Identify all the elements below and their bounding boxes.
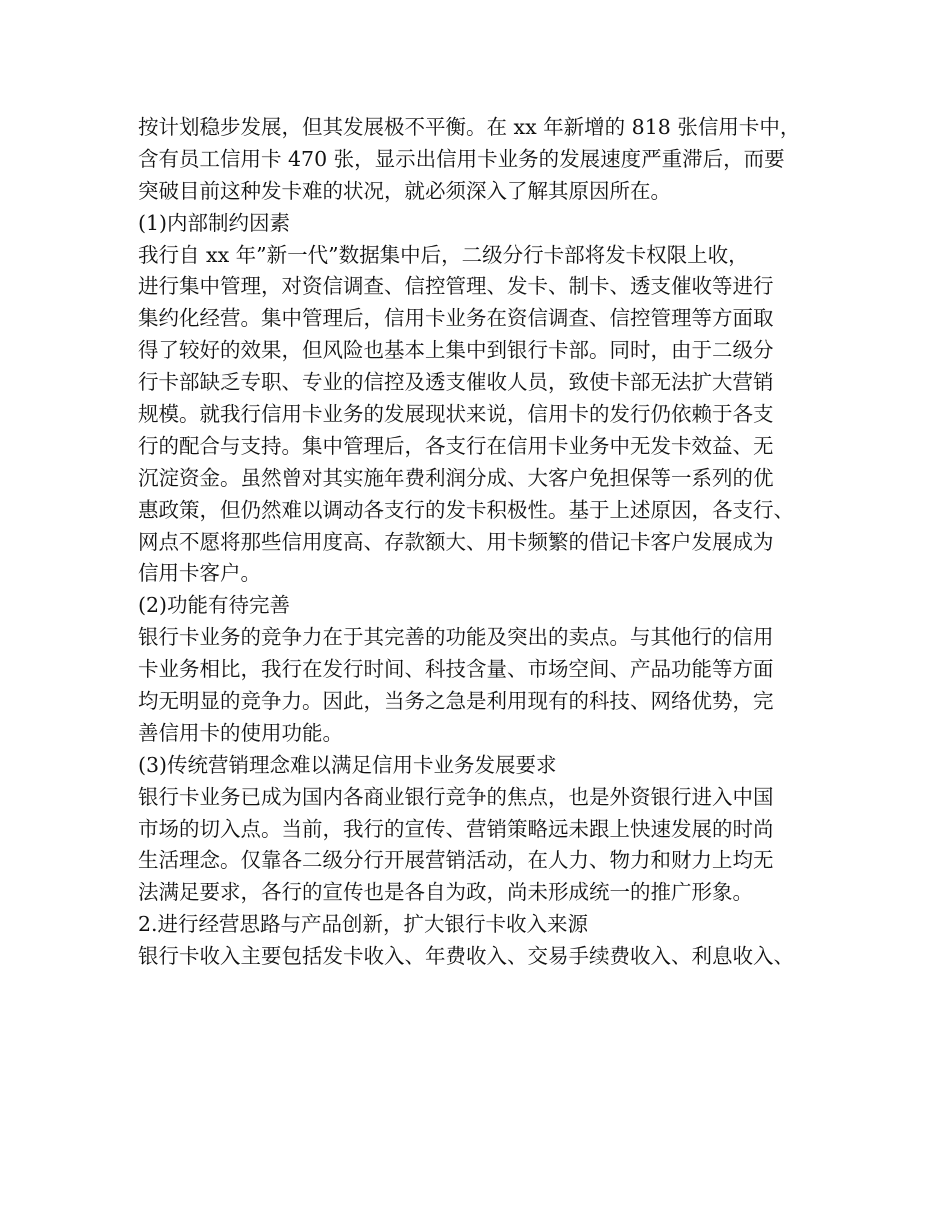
paragraph-line: 均无明显的竞争力。因此，当务之急是利用现有的科技、网络优势，完 [138, 689, 774, 714]
paragraph-line: 行的配合与支持。集中管理后，各支行在信用卡业务中无发卡效益、无 [138, 433, 774, 458]
paragraph-line: 含有员工信用卡 470 张，显示出信用卡业务的发展速度严重滞后，而要 [138, 146, 785, 171]
paragraph-line: 突破目前这种发卡难的状况，就必须深入了解其原因所在。 [138, 178, 671, 203]
paragraph-line: 信用卡客户。 [138, 561, 261, 586]
paragraph-line: 行卡部缺乏专职、专业的信控及透支催收人员，致使卡部无法扩大营销 [138, 370, 774, 395]
paragraph-line: 按计划稳步发展，但其发展极不平衡。在 xx 年新增的 818 张信用卡中， [138, 115, 801, 139]
paragraph-line: 我行自 xx 年”新一代”数据集中后，二级分行卡部将发卡权限上收， [138, 242, 749, 267]
paragraph-line: 银行卡业务已成为国内各商业银行竞争的焦点，也是外资银行进入中国 [138, 784, 774, 809]
paragraph-line: 规模。就我行信用卡业务的发展现状来说，信用卡的发行仍依赖于各支 [138, 402, 774, 427]
paragraph-line: 得了较好的效果，但风险也基本上集中到银行卡部。同时，由于二级分 [138, 338, 774, 363]
section-heading: (3)传统营销理念难以满足信用卡业务发展要求 [138, 752, 557, 777]
paragraph-line: 网点不愿将那些信用度高、存款额大、用卡频繁的借记卡客户发展成为 [138, 529, 774, 554]
paragraph-line: 惠政策，但仍然难以调动各支行的发卡积极性。基于上述原因，各支行、 [138, 497, 794, 522]
paragraph-line: 善信用卡的使用功能。 [138, 720, 343, 745]
paragraph-line: 进行集中管理，对资信调查、信控管理、发卡、制卡、透支催收等进行 [138, 274, 774, 299]
section-heading: (1)内部制约因素 [138, 210, 291, 235]
paragraph-line: 市场的切入点。当前，我行的宣传、营销策略远未跟上快速发展的时尚 [138, 816, 774, 841]
paragraph-line: 集约化经营。集中管理后，信用卡业务在资信调查、信控管理等方面取 [138, 306, 774, 331]
section-heading: (2)功能有待完善 [138, 593, 291, 618]
section-heading: 2.进行经营思路与产品创新，扩大银行卡收入来源 [138, 912, 589, 937]
paragraph-line: 卡业务相比，我行在发行时间、科技含量、市场空间、产品功能等方面 [138, 657, 774, 682]
paragraph-line: 生活理念。仅靠各二级分行开展营销活动，在人力、物力和财力上均无 [138, 848, 774, 873]
document-body [138, 112, 838, 973]
paragraph-line: 沉淀资金。虽然曾对其实施年费利润分成、大客户免担保等一系列的优 [138, 465, 774, 490]
paragraph-line: 银行卡收入主要包括发卡收入、年费收入、交易手续费收入、利息收入、 [138, 944, 794, 969]
paragraph-line: 银行卡业务的竞争力在于其完善的功能及突出的卖点。与其他行的信用 [138, 625, 774, 650]
paragraph-line: 法满足要求，各行的宣传也是各自为政，尚未形成统一的推广形象。 [138, 880, 753, 905]
